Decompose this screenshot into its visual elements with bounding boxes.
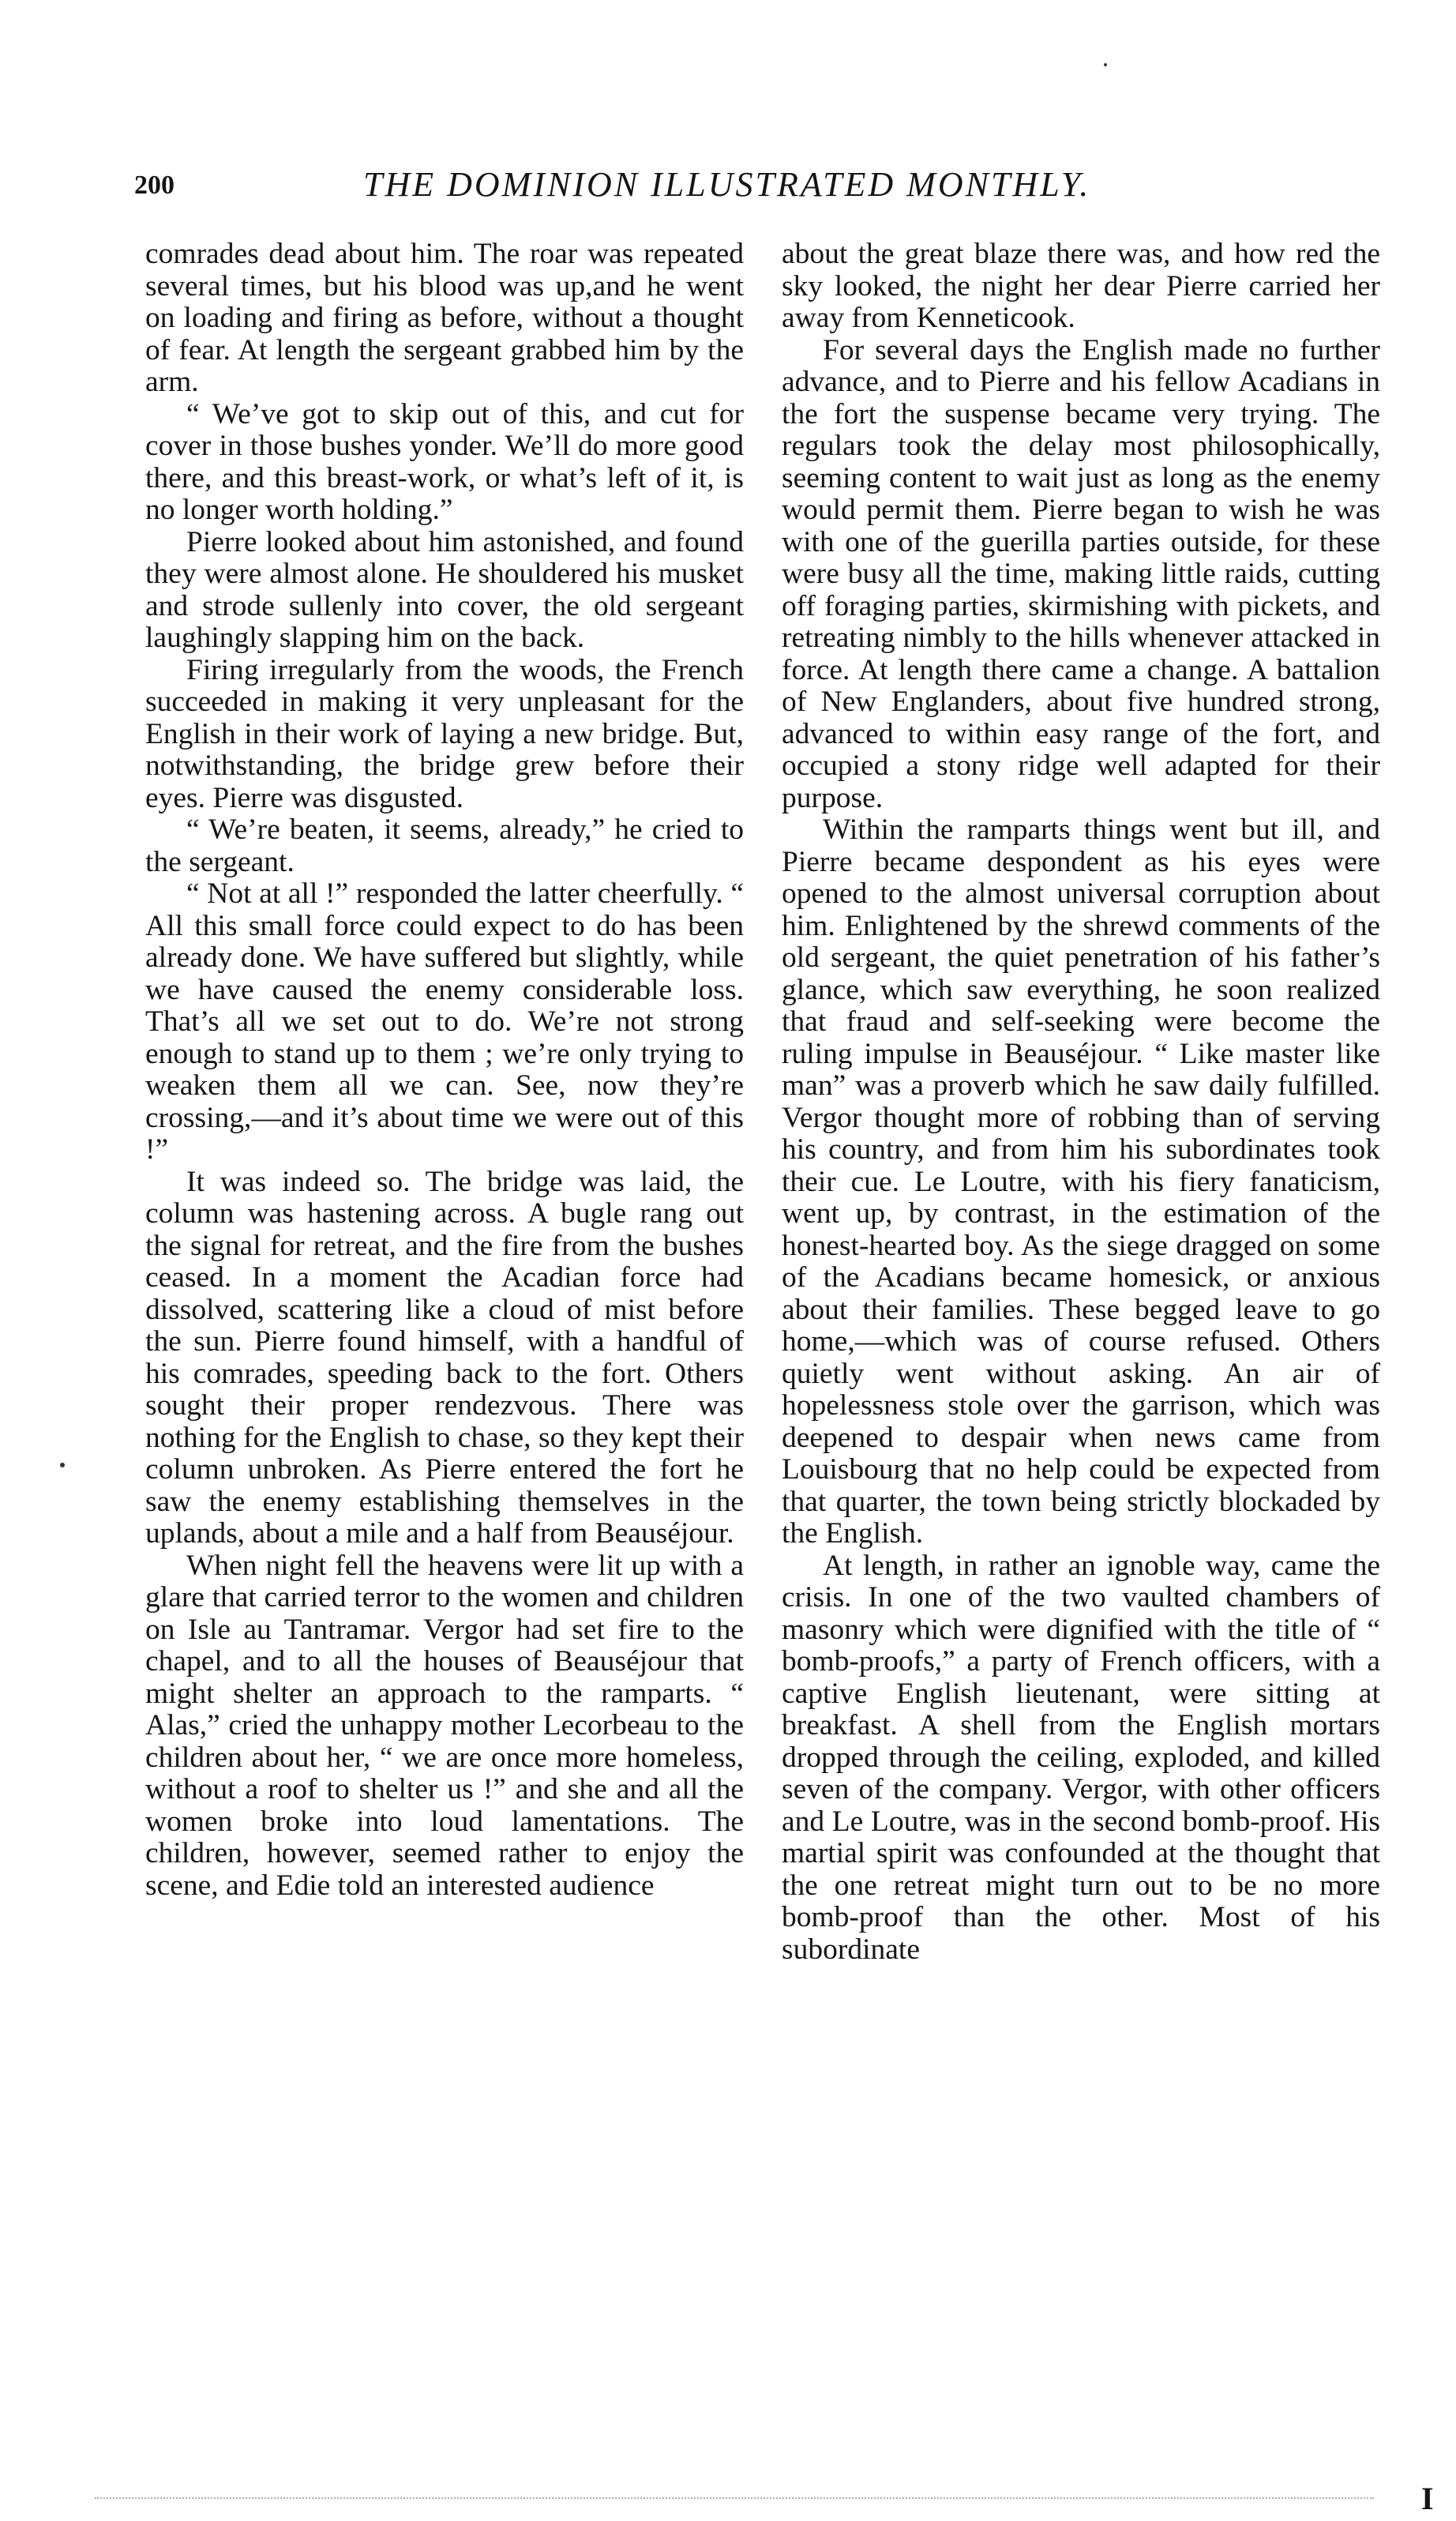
paragraph: Within the ramparts things went but ill, and Pierre became despondent as his eyes were opened to the almost universal corruption about him. Enlightened by the shrewd comments of the old sergeant, the quiet penetration of his father’s glance, which saw everything, he soon realized that fraud and self-seeking were become the ruling impulse in Beauséjour. “ Like master like man” was a proverb which he saw daily fulfilled. Vergor thought more of robbing than of serving his country, and from him his subordinates took their cue. Le Loutre, with his fiery fanaticism, went up, by contrast, in the estimation of the honest-hearted boy. As the siege dragged on some of the Acadians became homesick, or anxious about their families. These begged leave to go home,—which was of course refused. Others quietly went without asking. An air of hopelessness stole over the garrison, which was deepened to despair when news came from Louisbourg that no help could be expected from that quarter, the town being strictly blockaded by the English. [782, 813, 1380, 1550]
scan-edge-line [95, 2497, 1374, 2500]
paragraph: When night fell the heavens were lit up with a glare that carried terror to the women and children on Isle au Tantramar. Vergor had set fire to the chapel, and to all the houses of Beauséjour that might shelter an approach to the ramparts. “ Alas,” cried the unhappy mother Lecorbeau to the children about her, “ we are once more homeless, without a roof to shelter us !” and she and all the women broke into loud lamentations. The children, however, seemed rather to enjoy the scene, and Edie told an interested audience [145, 1549, 744, 1902]
paragraph: about the great blaze there was, and how red the sky looked, the night her dear Pierre carried her away from Kenneticook. [782, 238, 1380, 334]
paragraph: “ We’ve got to skip out of this, and cut for cover in those bushes yonder. We’ll do more good there, and this breast-work, or what’s left of it, is no longer worth holding.” [145, 397, 744, 526]
paragraph: Firing irregularly from the woods, the French succeeded in making it very unpleasant for the English in their work of laying a new bridge. But, notwithstanding, the bridge grew before their eyes. Pierre was disgusted. [145, 653, 744, 814]
paragraph: It was indeed so. The bridge was laid, the column was hastening across. A bugle rang out the signal for retreat, and the fire from the bushes ceased. In a moment the Acadian force had dissolved, scattering like a cloud of mist before the sun. Pierre found himself, with a handful of his comrades, speeding back to the fort. Others sought their proper rendezvous. There was nothing for the English to chase, so they kept their column unbroken. As Pierre entered the fort he saw the enemy establishing themselves in the uplands, about a mile and a half from Beauséjour. [145, 1165, 744, 1550]
paragraph: comrades dead about him. The roar was repeated several times, but his blood was up,and he went on loading and firing as before, without a thought of fear. At length the sergeant grabbed him by the arm. [145, 238, 744, 398]
corner-mark: I [1421, 2481, 1434, 2516]
ink-speck [60, 1463, 65, 1467]
paragraph: “ We’re beaten, it seems, already,” he cried to the sergeant. [145, 813, 744, 878]
paragraph: For several days the English made no further advance, and to Pierre and his fellow Acadians in the fort the suspense became very trying. The regulars took the delay most philosophically, seeming content to wait just as long as the enemy would permit them. Pierre began to wish he was with one of the guerilla parties outside, for these were busy all the time, making little raids, cutting off foraging parties, skirmishing with pickets, and retreating nimbly to the hills whenever attacked in force. At length there came a change. A battalion of New Englanders, about five hundred strong, advanced to within easy range of the fort, and occupied a stony ridge well adapted for their purpose. [782, 333, 1380, 814]
running-head: THE DOMINION ILLUSTRATED MONTHLY. [363, 165, 1091, 204]
page-header [134, 164, 1366, 212]
right-column [782, 239, 1380, 1966]
ink-speck [1104, 63, 1107, 66]
paragraph: At length, in rather an ignoble way, came the crisis. In one of the two vaulted chambers of masonry which were dignified with the title of “ bomb-proofs,” a party of French officers, with a captive English lieutenant, were sitting at breakfast. A shell from the English mortars dropped through the ceiling, exploded, and killed seven of the company. Vergor, with other officers and Le Loutre, was in the second bomb-proof. His martial spirit was confounded at the thought that the one retreat might turn out to be no more bomb-proof than the other. Most of his subordinate [782, 1549, 1380, 1966]
paragraph: Pierre looked about him astonished, and found they were almost alone. He shouldered his musket and strode sullenly into cover, the old sergeant laughingly slapping him on the back. [145, 525, 744, 654]
left-column [145, 239, 744, 1902]
paragraph: “ Not at all !” responded the latter cheerfully. “ All this small force could expect to do has been already done. We have suffered but slightly, while we have caused the enemy considerable loss. That’s all we set out to do. We’re not strong enough to stand up to them ; we’re only trying to weaken them all we can. See, now they’re crossing,—and it’s about time we were out of this !” [145, 877, 744, 1166]
page-number: 200 [134, 171, 174, 200]
